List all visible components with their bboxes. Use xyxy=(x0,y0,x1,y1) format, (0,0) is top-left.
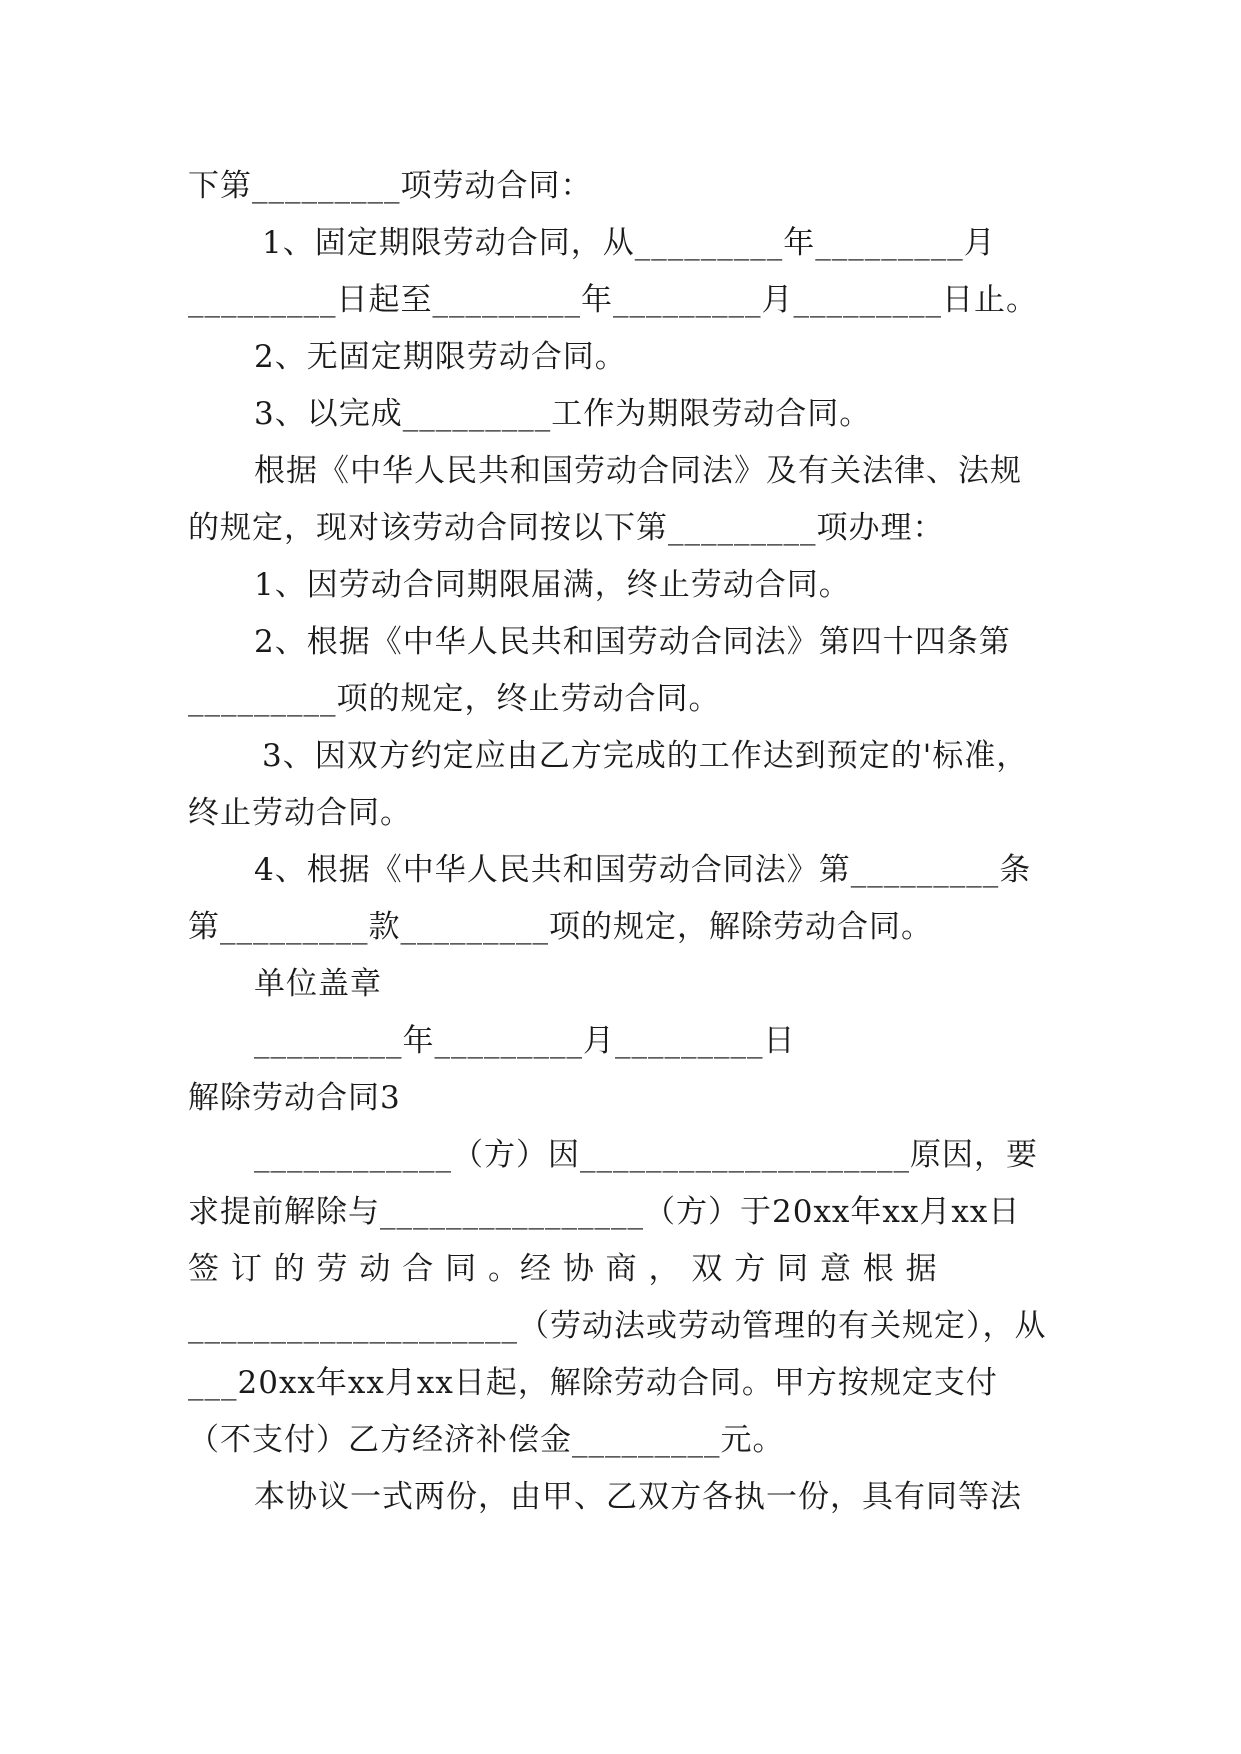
text-line: ___20xx年xx月xx日起，解除劳动合同。甲方按规定支付 xyxy=(188,1365,998,1401)
signature-label: 单位盖章 xyxy=(254,966,382,1002)
section-heading: 解除劳动合同3 xyxy=(188,1080,401,1116)
text-line: 1、固定期限劳动合同，从_________年_________月 xyxy=(262,225,996,261)
text-line: ____________________（劳动法或劳动管理的有关规定），从 xyxy=(188,1308,1047,1344)
text-line: 3、以完成_________工作为期限劳动合同。 xyxy=(254,396,872,432)
text-line: 第_________款_________项的规定，解除劳动合同。 xyxy=(188,909,933,945)
text-line: 2、根据《中华人民共和国劳动合同法》第四十四条第 xyxy=(254,624,1011,660)
text-line: 3、因双方约定应由乙方完成的工作达到预定的'标准， xyxy=(262,738,1029,774)
text-line: 终止劳动合同。 xyxy=(188,795,412,831)
text-line: 2、无固定期限劳动合同。 xyxy=(254,339,627,375)
text-line: 4、根据《中华人民共和国劳动合同法》第_________条 xyxy=(254,852,1032,888)
text-line: ____________（方）因____________________原因，要 xyxy=(254,1137,1038,1173)
text-line: 根据《中华人民共和国劳动合同法》及有关法律、法规 xyxy=(254,453,1022,489)
text-line: 求提前解除与________________（方）于20xx年xx月xx日 xyxy=(188,1194,1021,1230)
text-line: 的规定，现对该劳动合同按以下第_________项办理： xyxy=(188,510,945,546)
text-line: 签 订 的 劳 动 合 同 。经 协 商 ， 双 方 同 意 根 据 xyxy=(188,1251,938,1287)
text-line: 1、因劳动合同期限届满，终止劳动合同。 xyxy=(254,567,851,603)
date-line: _________年_________月_________日 xyxy=(254,1023,796,1059)
text-line: 下第_________项劳动合同： xyxy=(188,168,593,204)
text-line: _________日起至_________年_________月_________日止。 xyxy=(188,282,1038,318)
text-line: （不支付）乙方经济补偿金_________元。 xyxy=(188,1422,785,1458)
text-line: 本协议一式两份，由甲、乙双方各执一份，具有同等法 xyxy=(254,1479,1022,1515)
text-line: _________项的规定，终止劳动合同。 xyxy=(188,681,721,717)
